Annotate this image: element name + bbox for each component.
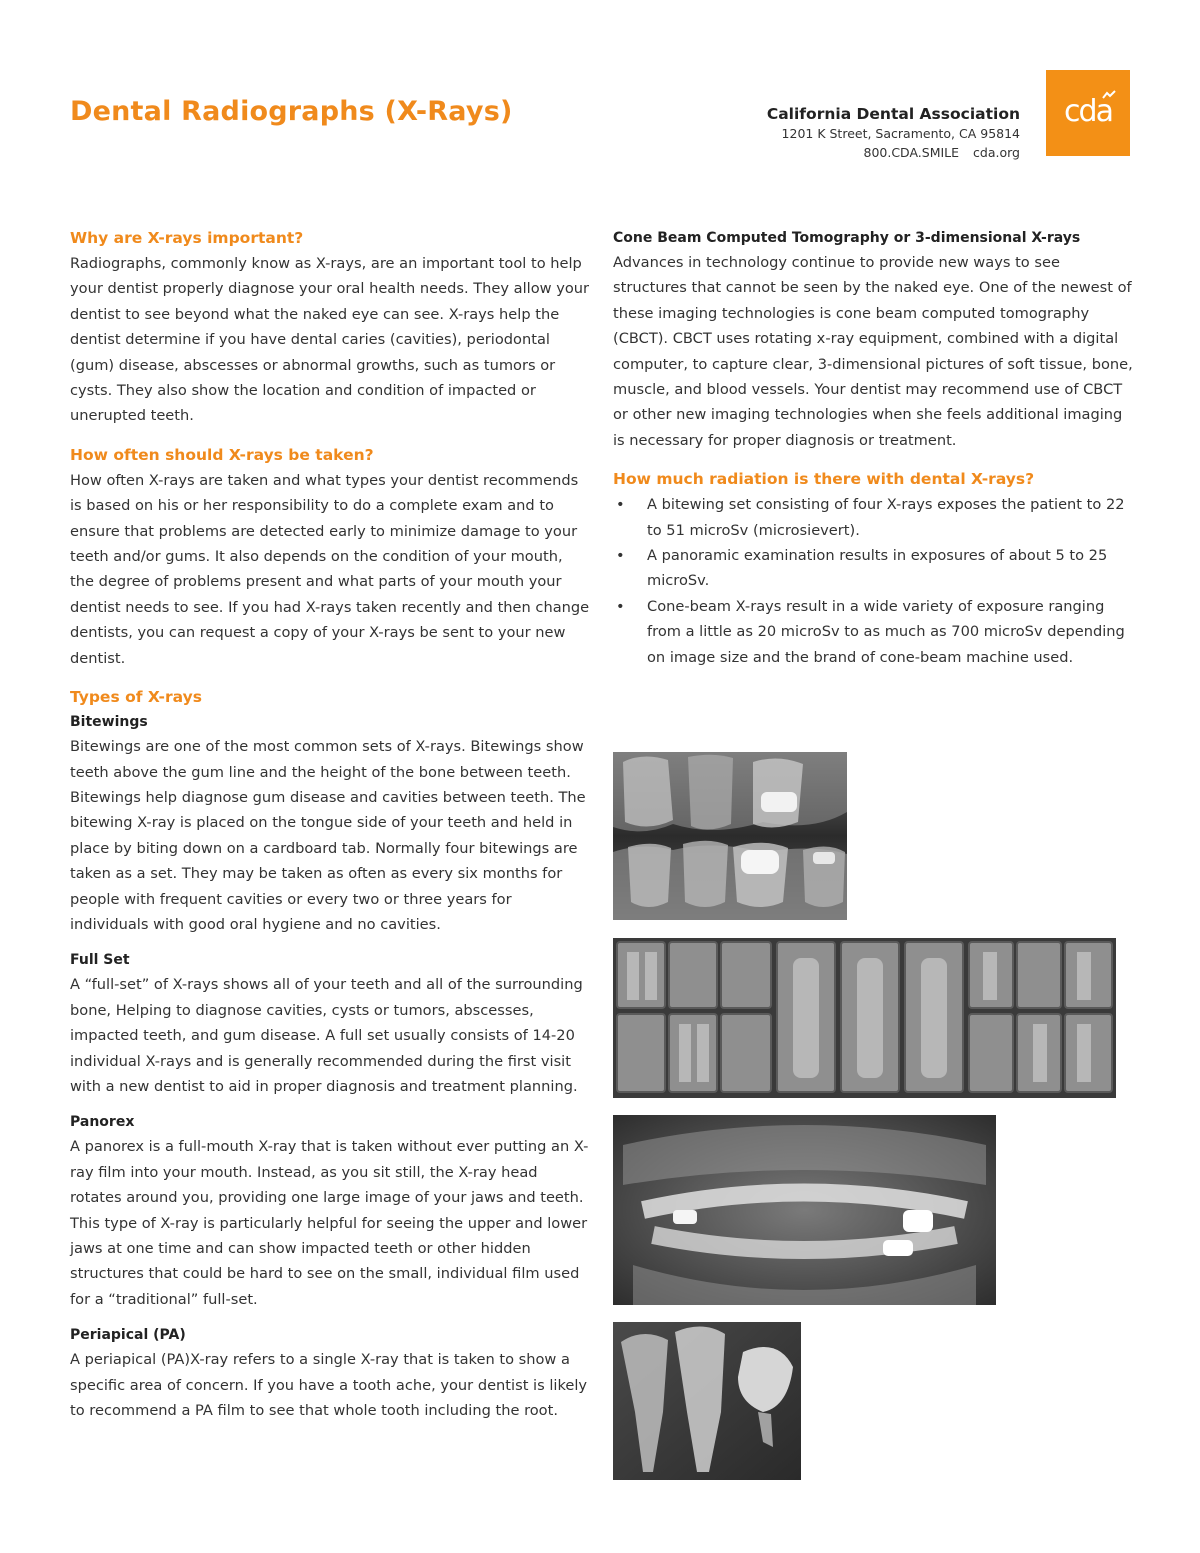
- section-types: [70, 685, 590, 1423]
- subsection-panorex: [70, 1110, 590, 1312]
- cda-logo: [1046, 70, 1130, 156]
- logo-mark-icon: [1102, 90, 1116, 100]
- bullet-icon: •: [616, 496, 625, 514]
- full-set-xray-image: [613, 938, 1116, 1098]
- section-cbct: [613, 226, 1138, 453]
- page-title: Dental Radiographs (X-Rays): [70, 96, 513, 127]
- subsection-periapical: [70, 1323, 590, 1423]
- heading-why: Why are X-rays important?: [70, 229, 304, 247]
- text-fullset: A “full-set” of X-rays shows all of your teeth and all of the surrounding bone, Helping to diagnose cavities, cysts or tumors, abscesses, impacted teeth, and gum disease. A full set usually consists of 14-20 individual X-rays and is generally recommended during the first visit with a new dentist to aid in proper diagnosis and treatment planning.: [70, 976, 583, 1095]
- subsection-bitewings: [70, 710, 590, 937]
- list-item: • A panoramic examination results in exposures of about 5 to 25 microSv.: [613, 543, 1138, 594]
- section-often: [70, 443, 590, 671]
- heading-often: How often should X-rays be taken?: [70, 445, 374, 464]
- list-item: • A bitewing set consisting of four X-rays exposes the patient to 22 to 51 microSv (microsievert).: [613, 492, 1138, 543]
- heading-fullset: Full Set: [70, 952, 130, 969]
- org-contact-block: [767, 104, 1020, 162]
- org-address: 1201 K Street, Sacramento, CA 95814: [781, 126, 1020, 141]
- left-column: [70, 226, 590, 1434]
- text-why: Radiographs, commonly know as X-rays, are an important tool to help your dentist properly diagnose your oral health needs. They allow your dentist to see beyond what the naked eye can see. X-rays help the dentist determine if you have dental caries (cavities), periodontal (gum) disease, abscesses or abnormal growths, such as tumors or cysts. They also show the location and condition of impacted or unerupted teeth.: [70, 255, 590, 425]
- org-name: California Dental Association: [766, 105, 1020, 123]
- org-phone-web: [767, 143, 1020, 162]
- heading-radiation: How much radiation is there with dental X-rays?: [613, 470, 1035, 489]
- bitewing-xray-image: [613, 752, 847, 920]
- right-column: [613, 226, 1138, 670]
- heading-cbct: Cone Beam Computed Tomography or 3-dimensional X-rays: [613, 230, 1081, 246]
- heading-types: Types of X-rays: [70, 688, 202, 707]
- radiation-list: [613, 492, 1138, 670]
- text-periapical: A periapical (PA)X-ray refers to a single X-ray that is taken to show a specific area of concern. If you have a tooth ache, your dentist is likely to recommend a PA film to see that whole tooth including the root.: [70, 1351, 588, 1420]
- list-item: • Cone-beam X-rays result in a wide variety of exposure ranging from a little as 20 microSv to as much as 700 microSv depending on image size and the brand of cone-beam machine used.: [613, 594, 1138, 670]
- heading-panorex: Panorex: [70, 1114, 135, 1131]
- text-cbct: Advances in technology continue to provide new ways to see structures that cannot be seen by the naked eye. One of the newest of these imaging technologies is cone beam computed tomography (CBCT). CBCT uses rotating x-ray equipment, combined with a digital computer, to capture clear, 3-dimensional pictures of soft tissue, bone, muscle, and blood vessels. Your dentist may recommend use of CBCT or other new imaging technologies when she feels additional imaging is necessary for proper diagnosis or treatment.: [613, 254, 1133, 449]
- org-phone: 800.CDA.SMILE: [863, 145, 960, 160]
- text-often: How often X-rays are taken and what types your dentist recommends is based on his or her responsibility to do a complete exam and to ensure that problems are detected early to minimize damage to your teeth and/or gums. It also depends on the condition of your mouth, the degree of problems present and what parts of your mouth your dentist needs to see. If you had X-rays taken recently and then change dentists, you can request a copy of your X-rays be sent to your new dentist.: [70, 471, 590, 667]
- text-bitewings: Bitewings are one of the most common sets of X-rays. Bitewings show teeth above the gum line and the height of the bone between teeth. Bitewings help diagnose gum disease and cavities between teeth. The bitewing X-ray is placed on the tongue side of your teeth and held in place by biting down on a cardboard tab. Normally four bitewings are taken as a set. They may be taken as often as every six months for people with frequent cavities or every two or three years for individuals with good oral hygiene and no cavities.: [70, 738, 586, 933]
- text-panorex: A panorex is a full-mouth X-ray that is taken without ever putting an X-ray film into your mouth. Instead, as you sit still, the X-ray head rotates around you, providing one large image of your jaws and teeth. This type of X-ray is particularly helpful for seeing the upper and lower jaws at one time and can show impacted teeth or other hidden structures that could be hard to see on the small, individual film used for a “traditional” full-set.: [70, 1138, 589, 1308]
- bullet-icon: •: [616, 547, 625, 565]
- bullet-icon: •: [616, 597, 625, 615]
- panorex-xray-image: [613, 1115, 996, 1305]
- heading-periapical: Periapical (PA): [70, 1327, 186, 1344]
- periapical-xray-image: [613, 1322, 801, 1480]
- heading-bitewings: Bitewings: [70, 714, 148, 731]
- org-website: cda.org: [973, 145, 1020, 160]
- section-why: [70, 226, 590, 429]
- logo-text: cda: [1064, 93, 1112, 129]
- section-radiation: [613, 467, 1138, 670]
- subsection-fullset: [70, 948, 590, 1099]
